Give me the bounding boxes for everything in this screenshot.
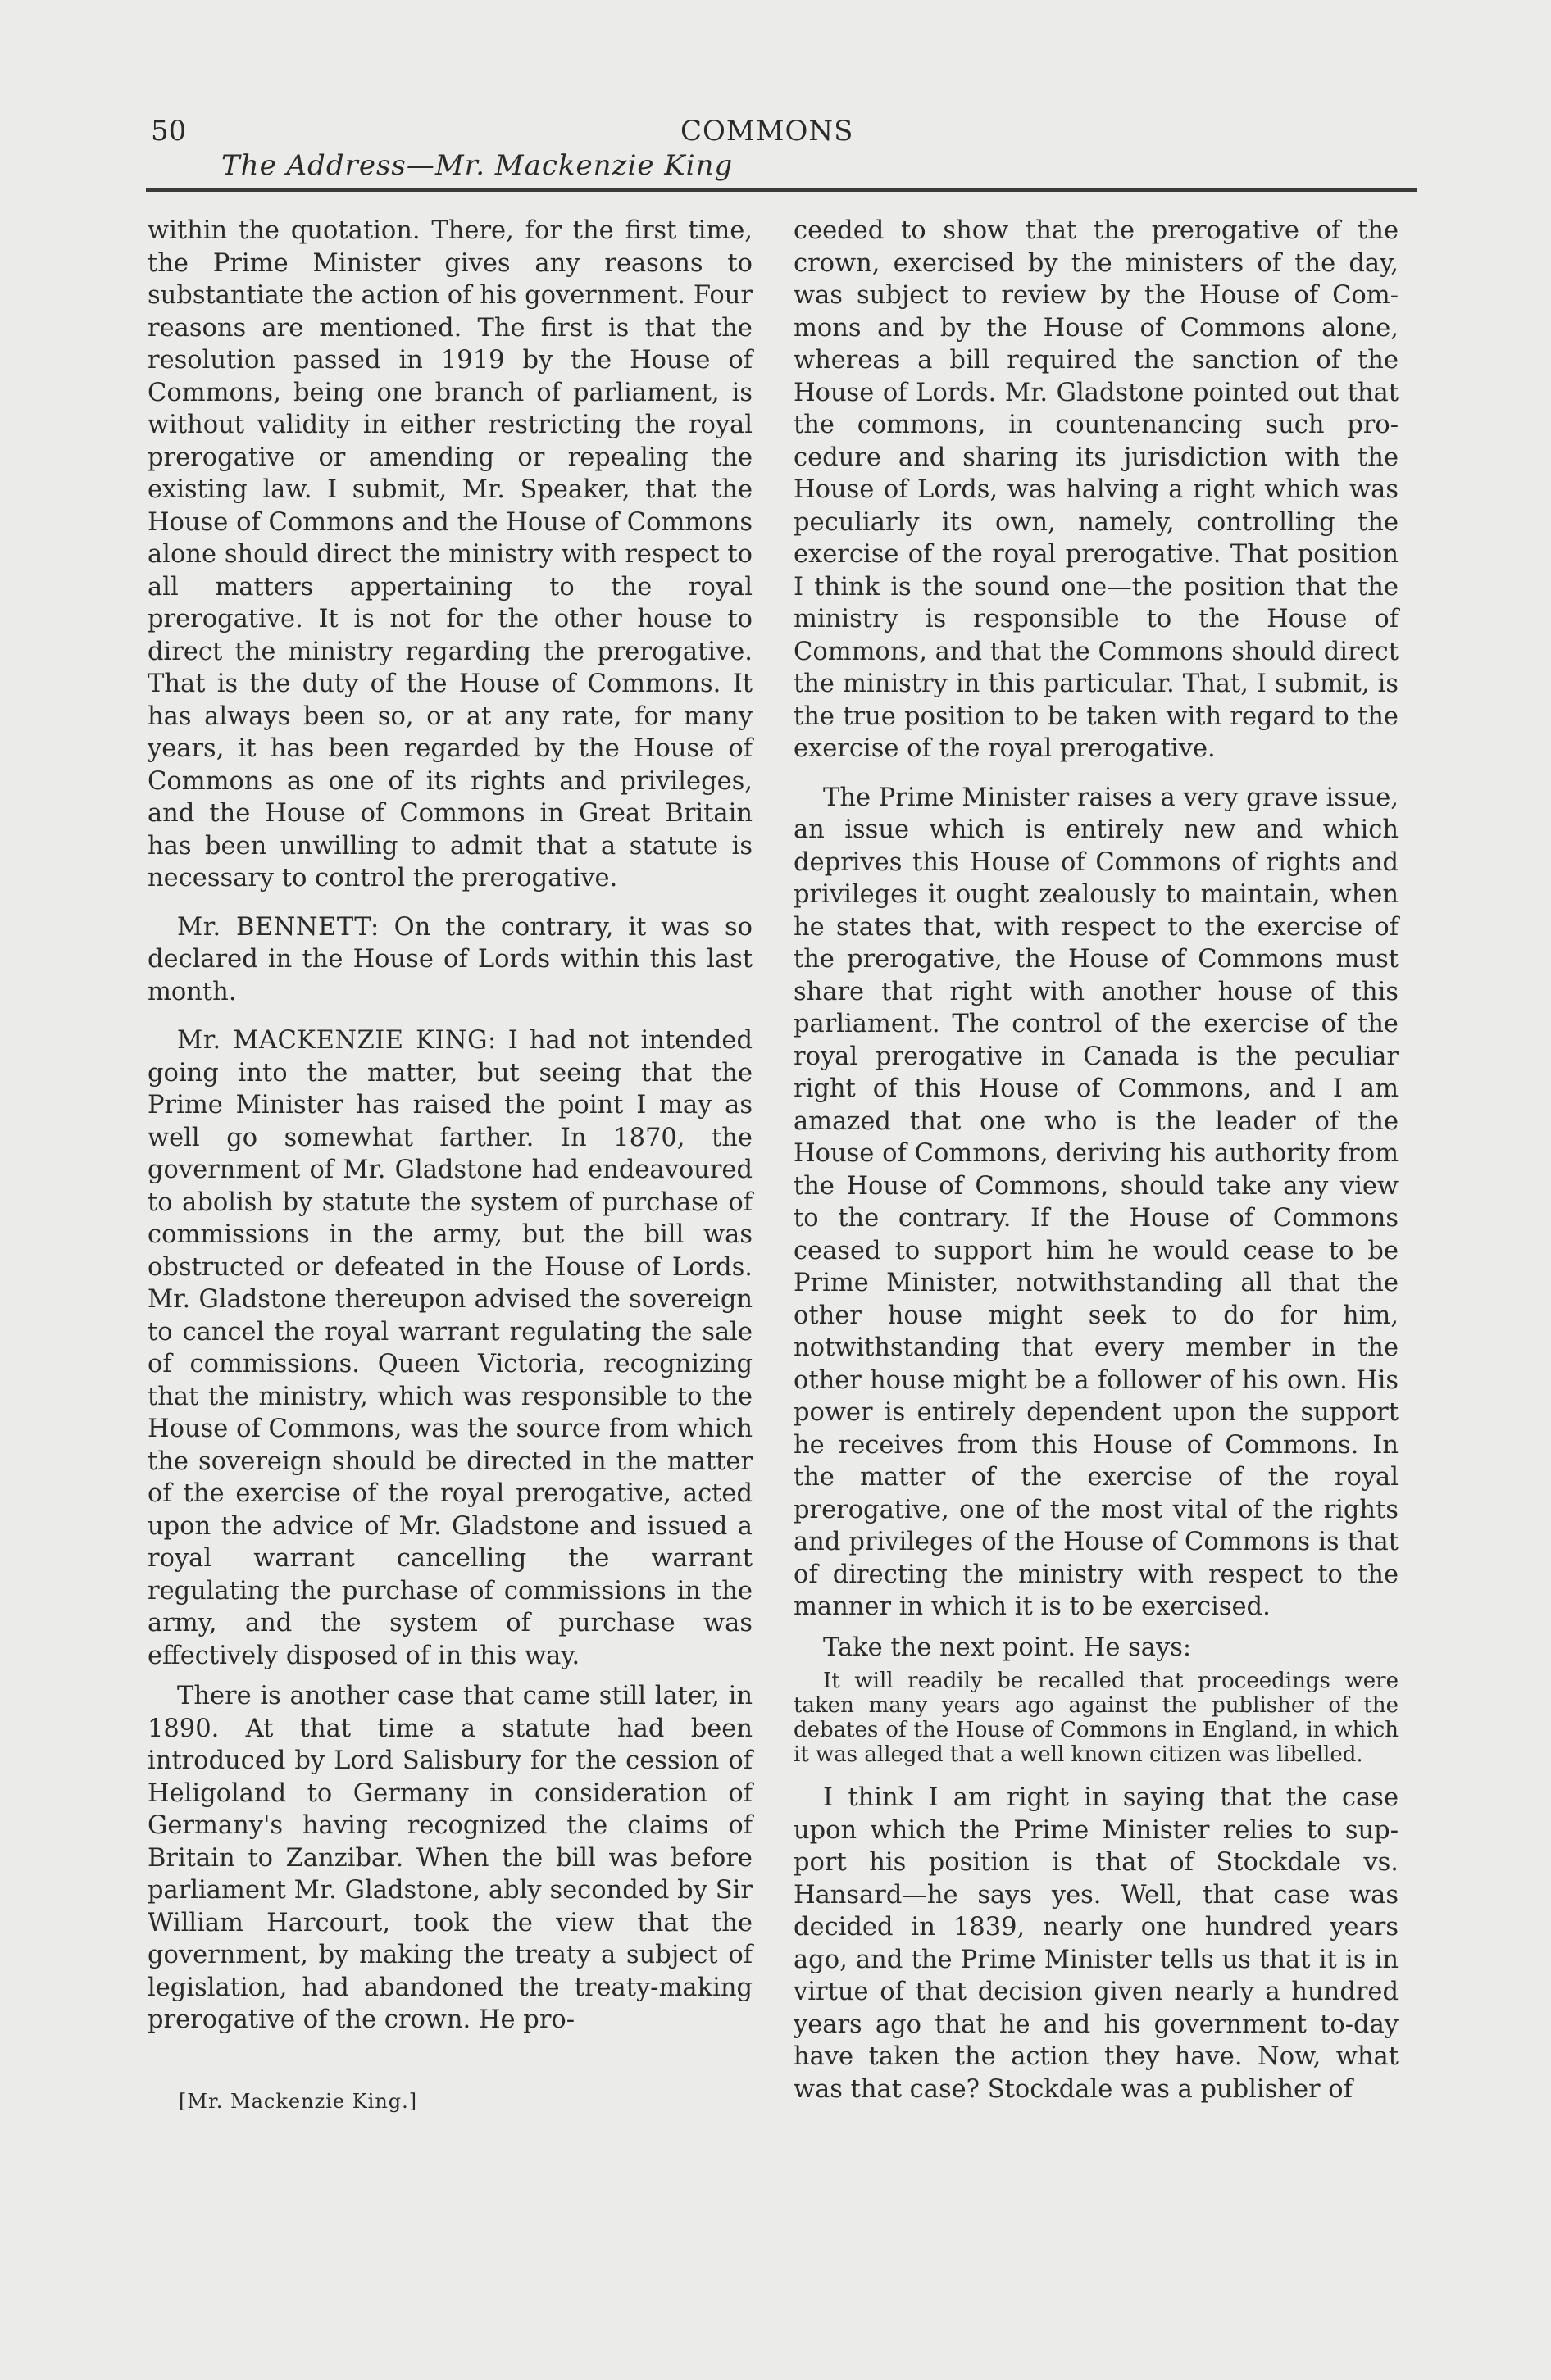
paragraph: Take the next point. He says: [823,1633,1192,1662]
paragraph: There is another case that came still later, in 1890. At that time a statute had been introduced by Lord Salisbury for the cession of Heligoland to Germany in consideration of Germany's having recognized the claims of Britain to Zanzibar. When the bill was before parliament Mr. Gladstone, ably seconded by Sir William Harcourt, took the view that the government, by making the treaty a subject of legislation, had abandoned the treaty-making prerogative of the crown. He pro- [148,1682,753,2034]
left-column [148,215,753,2037]
speech-bennett [148,911,753,1009]
header-rule [146,188,1417,192]
speech-mackenzie-king [148,1024,753,1672]
speech-text: I had not intended going into the matter, but seeing that the Prime Minister has raised the point I may as well go somewhat farther. In 1870, the government of Mr. Gladstone had endeavoured to abolish by statute the system of purchase of commissions in the army, but the bill was obstructed or defeated in the House of Lords. Mr. Gladstone thereupon advised the sovereign to cancel the royal warrant regulating the sale of commissions. Queen Victoria, recognizing that the ministry, which was responsible to the House of Commons, was the source from which the sovereign should be directed in the matter of the exercise of the royal prerogative, acted upon the advice of Mr. Gladstone and issued a royal warrant cancelling the warrant regulating the purchase of commissions in the army, and the system of purchase was effectively disposed of in this way. [148,1026,753,1670]
running-head: COMMONS [680,115,854,148]
page-number: 50 [151,115,187,148]
page-subhead: The Address—Mr. Mackenzie King [221,149,734,182]
paragraph: I think I am right in saying that the case upon which the Prime Minister relies to support his position is that of Stockdale vs. Hansard—he says yes. Well, that case was decided in 1839, nearly one hundred years ago, and the Prime Minister tells us that it is in virtue of that decision given nearly a hundred years ago that he and his government to-day have taken the action they have. Now, what was that case? Stockdale was a publisher of [794,1783,1399,2104]
paragraph: within the quotation. There, for the first time, the Prime Minister gives any reasons to substantiate the action of his government. Four reasons are mentioned. The first is that the resolution passed in 1919 by the House of Commons, being one branch of parliament, is without validity in either restricting the royal prerogative or amending or repealing the existing law. I submit, Mr. Speaker, that the House of Commons and the House of Commons alone should direct the ministry with respect to all matters appertaining to the royal prerogative. It is not for the other house to direct the ministry regarding the prerogative. That is the duty of the House of Commons. It has always been so, or at any rate, for many years, it has been regarded by the House of Commons as one of its rights and privileges, and the House of Commons in Great Britain has been unwilling to admit that a statute is necessary to control the prerogative. [148,216,753,892]
speaker-name: Mr. BENNETT: [177,912,380,942]
paragraph: The Prime Minister raises a very grave issue, an issue which is entirely new and which deprives this House of Commons of rights and privileges it ought zealously to maintain, when he states that, with respect to the exercise of the prerogative, the House of Commons must share that right with another house of this parliament. The control of the exercise of the royal prerogative in Canada is the peculiar right of this House of Commons, and I am amazed that one who is the leader of the House of Commons, deriving his authority from the House of Commons, should take any view to the contrary. If the House of Commons ceased to support him he would cease to be Prime Minister, notwithstanding all that the other house might seek to do for him, notwithstanding that every member in the other house might be a follower of his own. His power is entirely dependent upon the support he receives from this House of Commons. In the matter of the exercise of the royal prerogative, one of the most vital of the rights and privileges of the House of Commons is that of directing the ministry with respect to the manner in which it is to be exercised. [794,783,1399,1621]
right-column [794,215,1399,2105]
paragraph: ceeded to show that the prerogative of the crown, exercised by the ministers of the day, was subject to review by the House of Commons and by the House of Commons alone, whereas a bill required the sanction of the House of Lords. Mr. Gladstone pointed out that the commons, in countenancing such procedure and sharing its jurisdiction with the House of Lords, was halving a right which was peculiarly its own, namely, controlling the exercise of the royal prerogative. That position I think is the sound one—the position that the ministry is responsible to the House of Commons, and that the Commons should direct the ministry in this particular. That, I submit, is the true position to be taken with regard to the exercise of the royal prerogative. [794,216,1399,763]
speech-text: On the contrary, it was so declared in the House of Lords within this last month. [148,912,753,1006]
footnote: [Mr. Mackenzie King.] [179,2090,418,2113]
block-quote: It will readily be recalled that proceedings were taken many years ago against the publisher of the debates of the House of Commons in England, in which it was alleged that a well known citizen was libelled. [794,1669,1399,1767]
speaker-name: Mr. MACKENZIE KING: [177,1026,497,1055]
